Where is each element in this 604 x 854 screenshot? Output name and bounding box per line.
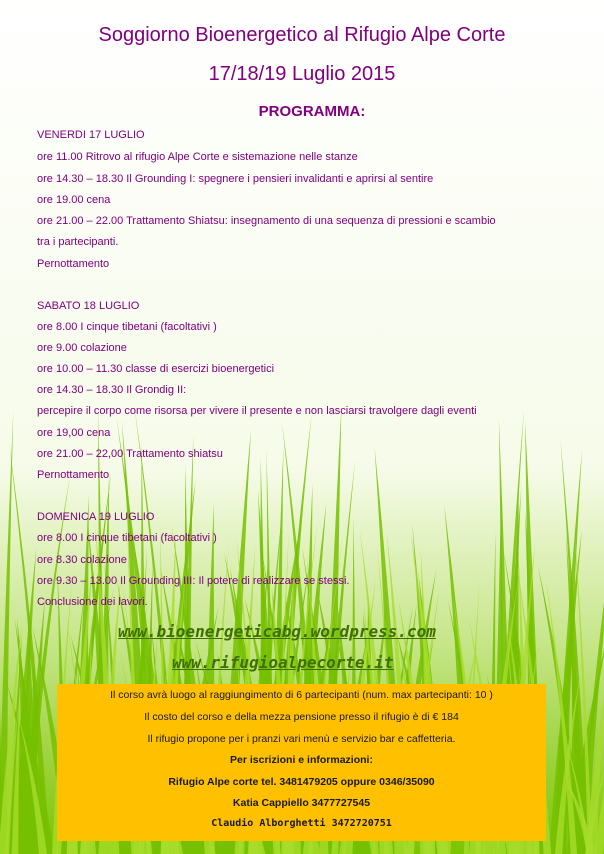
program-line: SABATO 18 LUGLIO bbox=[37, 300, 140, 312]
program-line: ore 19.00 cena bbox=[37, 194, 111, 206]
program-line: ore 14.30 – 18.30 Il Grounding I: spegnere i pensieri invalidanti e aprirsi al sentire bbox=[37, 173, 434, 185]
info-contact: Rifugio Alpe corte tel. 3481479205 oppure 0346/35090 bbox=[168, 776, 435, 788]
program-line: ore 21.00 – 22,00 Trattamento shiatsu bbox=[37, 448, 223, 460]
program-line: percepire il corpo come risorsa per vivere il presente e non lasciarsi travolgere dagli eventi bbox=[37, 405, 477, 417]
program-line: ore 11.00 Ritrovo al rifugio Alpe Corte e sistemazione nelle stanze bbox=[37, 151, 358, 163]
info-line: Il corso avrà luogo al raggiungimento di 6 partecipanti (num. max partecipanti: 10 ) bbox=[110, 689, 493, 701]
program-line: ore 14.30 – 18.30 Il Grondig II: bbox=[37, 384, 187, 396]
rifugio-link[interactable]: www.rifugioalpecorte.it bbox=[172, 653, 394, 672]
program-line: ore 8.00 I cinque tibetani (facoltativi ) bbox=[37, 532, 217, 544]
info-heading: Per iscrizioni e informazioni: bbox=[230, 754, 373, 766]
program-line: ore 10.00 – 11.30 classe di esercizi bioenergetici bbox=[37, 363, 275, 375]
program-line: ore 19,00 cena bbox=[37, 427, 111, 439]
program-line: ore 9.00 colazione bbox=[37, 342, 127, 354]
info-line: Il rifugio propone per i pranzi vari menù e servizio bar e caffetteria. bbox=[147, 733, 456, 745]
page-title: Soggiorno Bioenergetico al Rifugio Alpe Corte bbox=[98, 24, 506, 46]
program-line: ore 9.30 – 13.00 Il Grounding III: Il potere di realizzare se stessi. bbox=[37, 575, 350, 587]
program-line: Pernottamento bbox=[37, 469, 110, 481]
program-line: DOMENICA 19 LUGLIO bbox=[37, 511, 155, 523]
program-line: tra i partecipanti. bbox=[37, 236, 119, 248]
program-line: ore 21.00 – 22.00 Trattamento Shiatsu: insegnamento di una sequenza di pressioni e scambio bbox=[37, 215, 496, 227]
program-line: Conclusione dei lavori. bbox=[37, 596, 148, 608]
info-line: Il costo del corso e della mezza pensione presso il rifugio è di € 184 bbox=[144, 711, 459, 723]
program-line: ore 8.30 colazione bbox=[37, 554, 127, 566]
info-box bbox=[57, 684, 546, 841]
blog-link[interactable]: www.bioenergeticabg.wordpress.com bbox=[118, 622, 436, 641]
program-line: VENERDI 17 LUGLIO bbox=[37, 129, 145, 141]
info-contact: Katia Cappiello 3477727545 bbox=[232, 797, 371, 809]
program-line: Pernottamento bbox=[37, 258, 110, 270]
program-line: ore 8.00 I cinque tibetani (facoltativi ) bbox=[37, 321, 217, 333]
event-dates: 17/18/19 Luglio 2015 bbox=[208, 63, 396, 85]
info-contact: Claudio Alborghetti 3472720751 bbox=[211, 818, 392, 829]
program-heading: PROGRAMMA: bbox=[258, 103, 366, 120]
